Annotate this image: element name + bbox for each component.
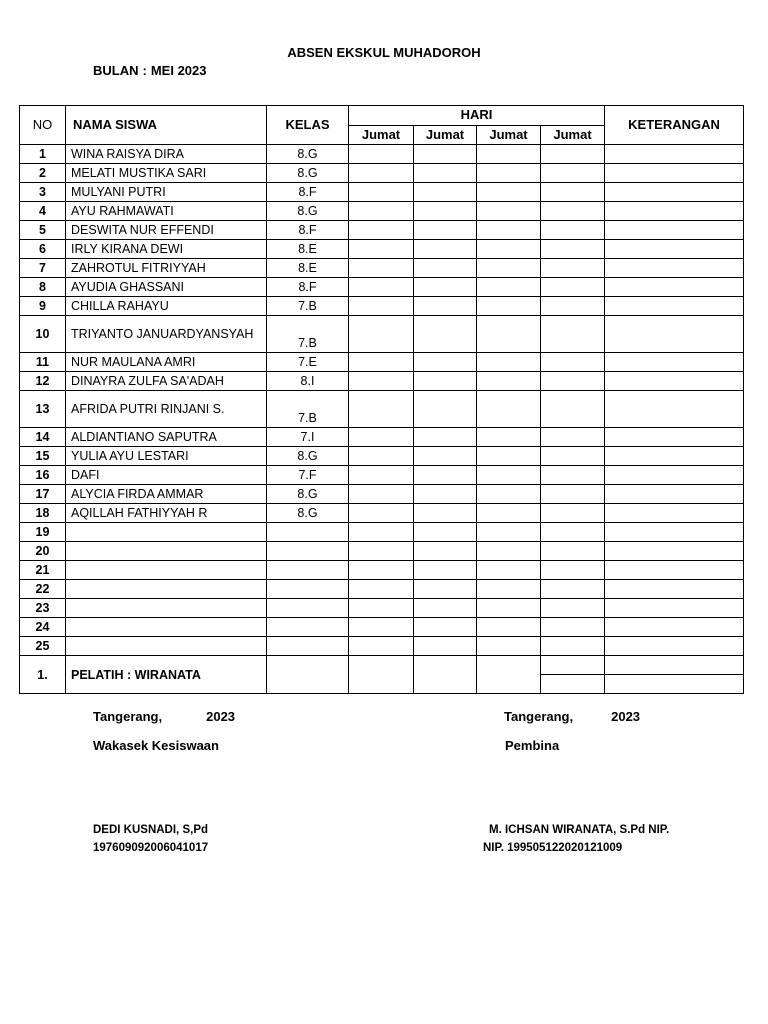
row-nama: AYUDIA GHASSANI [66,278,267,297]
row-kelas [267,523,349,542]
row-day-1 [349,297,414,316]
row-keterangan [605,316,744,353]
row-day-2 [414,316,477,353]
row-kelas: 8.G [267,145,349,164]
header-day-3: Jumat [477,125,541,145]
row-day-1 [349,221,414,240]
row-day-3 [477,391,541,428]
row-day-3 [477,561,541,580]
row-kelas [267,580,349,599]
row-day-2 [414,372,477,391]
row-no: 14 [20,428,66,447]
row-day-4 [541,523,605,542]
header-day-2: Jumat [414,125,477,145]
row-day-3 [477,637,541,656]
table-row [20,353,744,372]
row-day-3 [477,523,541,542]
row-day-3 [477,447,541,466]
trainer-label: PELATIH : WIRANATA [66,656,267,694]
row-day-3 [477,164,541,183]
row-day-2 [414,561,477,580]
row-day-2 [414,447,477,466]
header-no: NO [20,106,66,145]
row-keterangan [605,145,744,164]
row-keterangan [605,447,744,466]
row-keterangan [605,240,744,259]
row-day-4 [541,485,605,504]
row-day-4 [541,164,605,183]
month-value: MEI 2023 [150,63,207,78]
row-day-4 [541,447,605,466]
row-no: 21 [20,561,66,580]
table-row [20,297,744,316]
month-label: BULAN [93,63,139,78]
row-kelas [267,599,349,618]
row-kelas: 7.B [267,297,349,316]
row-day-4 [541,353,605,372]
header-keterangan: KETERANGAN [605,106,744,145]
row-day-1 [349,580,414,599]
row-keterangan [605,278,744,297]
row-keterangan [605,466,744,485]
row-day-1 [349,240,414,259]
row-no: 3 [20,183,66,202]
header-hari: HARI [349,106,605,126]
table-row [20,316,744,353]
row-kelas: 8.G [267,164,349,183]
row-day-4 [541,202,605,221]
row-no: 17 [20,485,66,504]
row-day-4 [541,240,605,259]
row-keterangan [605,183,744,202]
row-day-3 [477,240,541,259]
row-day-1 [349,599,414,618]
row-day-3 [477,145,541,164]
row-day-1 [349,259,414,278]
table-row [20,372,744,391]
table-row [20,428,744,447]
row-keterangan [605,259,744,278]
row-kelas: 8.E [267,259,349,278]
row-keterangan [605,561,744,580]
row-nama: DAFI [66,466,267,485]
month-line: BULAN : MEI 2023 [93,63,207,78]
row-no: 19 [20,523,66,542]
row-nama: MELATI MUSTIKA SARI [66,164,267,183]
row-keterangan [605,372,744,391]
row-day-1 [349,145,414,164]
row-day-2 [414,428,477,447]
row-kelas: 7.F [267,466,349,485]
row-day-3 [477,353,541,372]
row-kelas: 8.F [267,278,349,297]
table-row [20,278,744,297]
row-nama: ZAHROTUL FITRIYYAH [66,259,267,278]
row-day-3 [477,504,541,523]
row-no: 1 [20,145,66,164]
row-nama: AFRIDA PUTRI RINJANI S. [66,391,267,428]
row-day-2 [414,259,477,278]
row-day-4 [541,145,605,164]
row-nama: WINA RAISYA DIRA [66,145,267,164]
table-row [20,202,744,221]
row-keterangan [605,580,744,599]
row-day-4 [541,561,605,580]
row-day-3 [477,202,541,221]
row-day-1 [349,372,414,391]
row-kelas: 7.B [267,316,349,353]
row-kelas: 8.F [267,221,349,240]
row-day-1 [349,637,414,656]
header-nama: NAMA SISWA [66,106,267,145]
row-day-4 [541,297,605,316]
row-kelas: 7.B [267,391,349,428]
row-kelas: 8.E [267,240,349,259]
row-no: 12 [20,372,66,391]
row-day-4 [541,183,605,202]
row-no: 16 [20,466,66,485]
row-kelas [267,542,349,561]
row-day-1 [349,353,414,372]
left-year: 2023 [206,709,236,724]
row-day-2 [414,542,477,561]
right-signature-name: M. ICHSAN WIRANATA, S.Pd NIP. [489,824,670,836]
row-kelas: 7.I [267,428,349,447]
row-day-3 [477,466,541,485]
left-role: Wakasek Kesiswaan [93,738,219,753]
row-keterangan [605,391,744,428]
row-day-3 [477,221,541,240]
left-date [93,709,235,724]
row-day-1 [349,504,414,523]
row-nama [66,618,267,637]
row-day-2 [414,523,477,542]
row-day-2 [414,485,477,504]
row-no: 25 [20,637,66,656]
row-day-4 [541,542,605,561]
row-nama: TRIYANTO JANUARDYANSYAH [66,316,267,353]
row-day-1 [349,561,414,580]
row-keterangan [605,202,744,221]
row-day-2 [414,221,477,240]
table-row [20,164,744,183]
row-no: 10 [20,316,66,353]
row-day-1 [349,183,414,202]
row-kelas: 8.F [267,183,349,202]
row-nama [66,542,267,561]
row-day-2 [414,618,477,637]
row-day-2 [414,580,477,599]
row-day-1 [349,164,414,183]
row-day-2 [414,504,477,523]
row-kelas [267,637,349,656]
table-row [20,391,744,428]
row-day-4 [541,504,605,523]
row-no: 24 [20,618,66,637]
row-nama: IRLY KIRANA DEWI [66,240,267,259]
row-day-3 [477,259,541,278]
trainer-no: 1. [20,656,66,694]
row-day-1 [349,202,414,221]
row-day-2 [414,599,477,618]
row-no: 23 [20,599,66,618]
right-signature-nip: NIP. 199505122020121009 [483,842,623,854]
row-day-2 [414,164,477,183]
row-kelas [267,561,349,580]
row-day-2 [414,391,477,428]
row-day-3 [477,485,541,504]
row-day-3 [477,278,541,297]
row-day-1 [349,316,414,353]
row-nama: AYU RAHMAWATI [66,202,267,221]
row-day-3 [477,599,541,618]
right-city: Tangerang, [504,709,574,724]
row-keterangan [605,428,744,447]
table-body [20,145,744,656]
row-day-4 [541,259,605,278]
row-nama: MULYANI PUTRI [66,183,267,202]
row-no: 18 [20,504,66,523]
row-day-1 [349,542,414,561]
row-no: 7 [20,259,66,278]
row-keterangan [605,523,744,542]
row-kelas: 8.G [267,202,349,221]
row-no: 4 [20,202,66,221]
row-kelas: 8.G [267,504,349,523]
table-row [20,485,744,504]
row-day-4 [541,278,605,297]
row-nama [66,599,267,618]
row-nama: CHILLA RAHAYU [66,297,267,316]
row-nama: ALDIANTIANO SAPUTRA [66,428,267,447]
table-row [20,504,744,523]
table-row [20,259,744,278]
table-row [20,447,744,466]
table-row [20,183,744,202]
row-no: 20 [20,542,66,561]
row-no: 22 [20,580,66,599]
row-day-2 [414,145,477,164]
row-day-3 [477,372,541,391]
table-row [20,221,744,240]
row-kelas: 8.G [267,485,349,504]
row-day-4 [541,580,605,599]
row-day-2 [414,183,477,202]
attendance-table [19,105,744,694]
row-nama: ALYCIA FIRDA AMMAR [66,485,267,504]
right-year: 2023 [611,709,641,724]
row-no: 13 [20,391,66,428]
left-signatory-nip: 197609092006041017 [93,842,209,854]
header-day-4: Jumat [541,125,605,145]
row-kelas: 8.G [267,447,349,466]
row-day-4 [541,391,605,428]
row-day-4 [541,466,605,485]
table-row [20,542,744,561]
table-row [20,466,744,485]
row-kelas: 8.I [267,372,349,391]
table-row [20,145,744,164]
row-keterangan [605,637,744,656]
right-role: Pembina [505,738,560,753]
row-no: 15 [20,447,66,466]
left-city: Tangerang, [93,709,163,724]
row-no: 6 [20,240,66,259]
trainer-row [20,656,744,675]
right-date [504,709,640,724]
row-keterangan [605,618,744,637]
row-keterangan [605,297,744,316]
document-title: ABSEN EKSKUL MUHADOROH [287,45,481,60]
row-day-2 [414,278,477,297]
row-day-1 [349,485,414,504]
left-signatory-name: DEDI KUSNADI, S,Pd [93,824,209,836]
row-day-2 [414,353,477,372]
row-day-4 [541,428,605,447]
row-day-2 [414,240,477,259]
header-kelas: KELAS [267,106,349,145]
left-signature [93,821,208,857]
table-row [20,599,744,618]
table-row [20,240,744,259]
row-day-1 [349,618,414,637]
row-nama: DINAYRA ZULFA SA'ADAH [66,372,267,391]
row-day-4 [541,618,605,637]
row-day-3 [477,542,541,561]
row-no: 9 [20,297,66,316]
row-day-1 [349,278,414,297]
row-keterangan [605,164,744,183]
row-day-3 [477,618,541,637]
table-row [20,618,744,637]
row-nama [66,561,267,580]
row-nama: YULIA AYU LESTARI [66,447,267,466]
row-day-3 [477,580,541,599]
row-day-3 [477,428,541,447]
row-keterangan [605,485,744,504]
row-no: 5 [20,221,66,240]
row-nama [66,580,267,599]
row-day-1 [349,466,414,485]
table-row [20,580,744,599]
row-keterangan [605,542,744,561]
row-day-1 [349,428,414,447]
row-day-1 [349,391,414,428]
row-no: 2 [20,164,66,183]
row-day-1 [349,447,414,466]
row-day-3 [477,297,541,316]
row-keterangan [605,221,744,240]
row-keterangan [605,599,744,618]
row-day-4 [541,221,605,240]
row-kelas: 7.E [267,353,349,372]
table-row [20,523,744,542]
row-day-2 [414,466,477,485]
row-day-4 [541,599,605,618]
row-keterangan [605,504,744,523]
table-row [20,561,744,580]
row-nama [66,637,267,656]
row-no: 11 [20,353,66,372]
row-day-4 [541,637,605,656]
header-day-1: Jumat [349,125,414,145]
row-day-2 [414,297,477,316]
row-keterangan [605,353,744,372]
row-kelas [267,618,349,637]
row-no: 8 [20,278,66,297]
row-day-1 [349,523,414,542]
row-day-2 [414,637,477,656]
row-day-2 [414,202,477,221]
row-nama: DESWITA NUR EFFENDI [66,221,267,240]
table-row [20,637,744,656]
row-day-4 [541,372,605,391]
row-day-3 [477,183,541,202]
row-day-3 [477,316,541,353]
row-day-4 [541,316,605,353]
row-nama [66,523,267,542]
row-nama: NUR MAULANA AMRI [66,353,267,372]
row-nama: AQILLAH FATHIYYAH R [66,504,267,523]
